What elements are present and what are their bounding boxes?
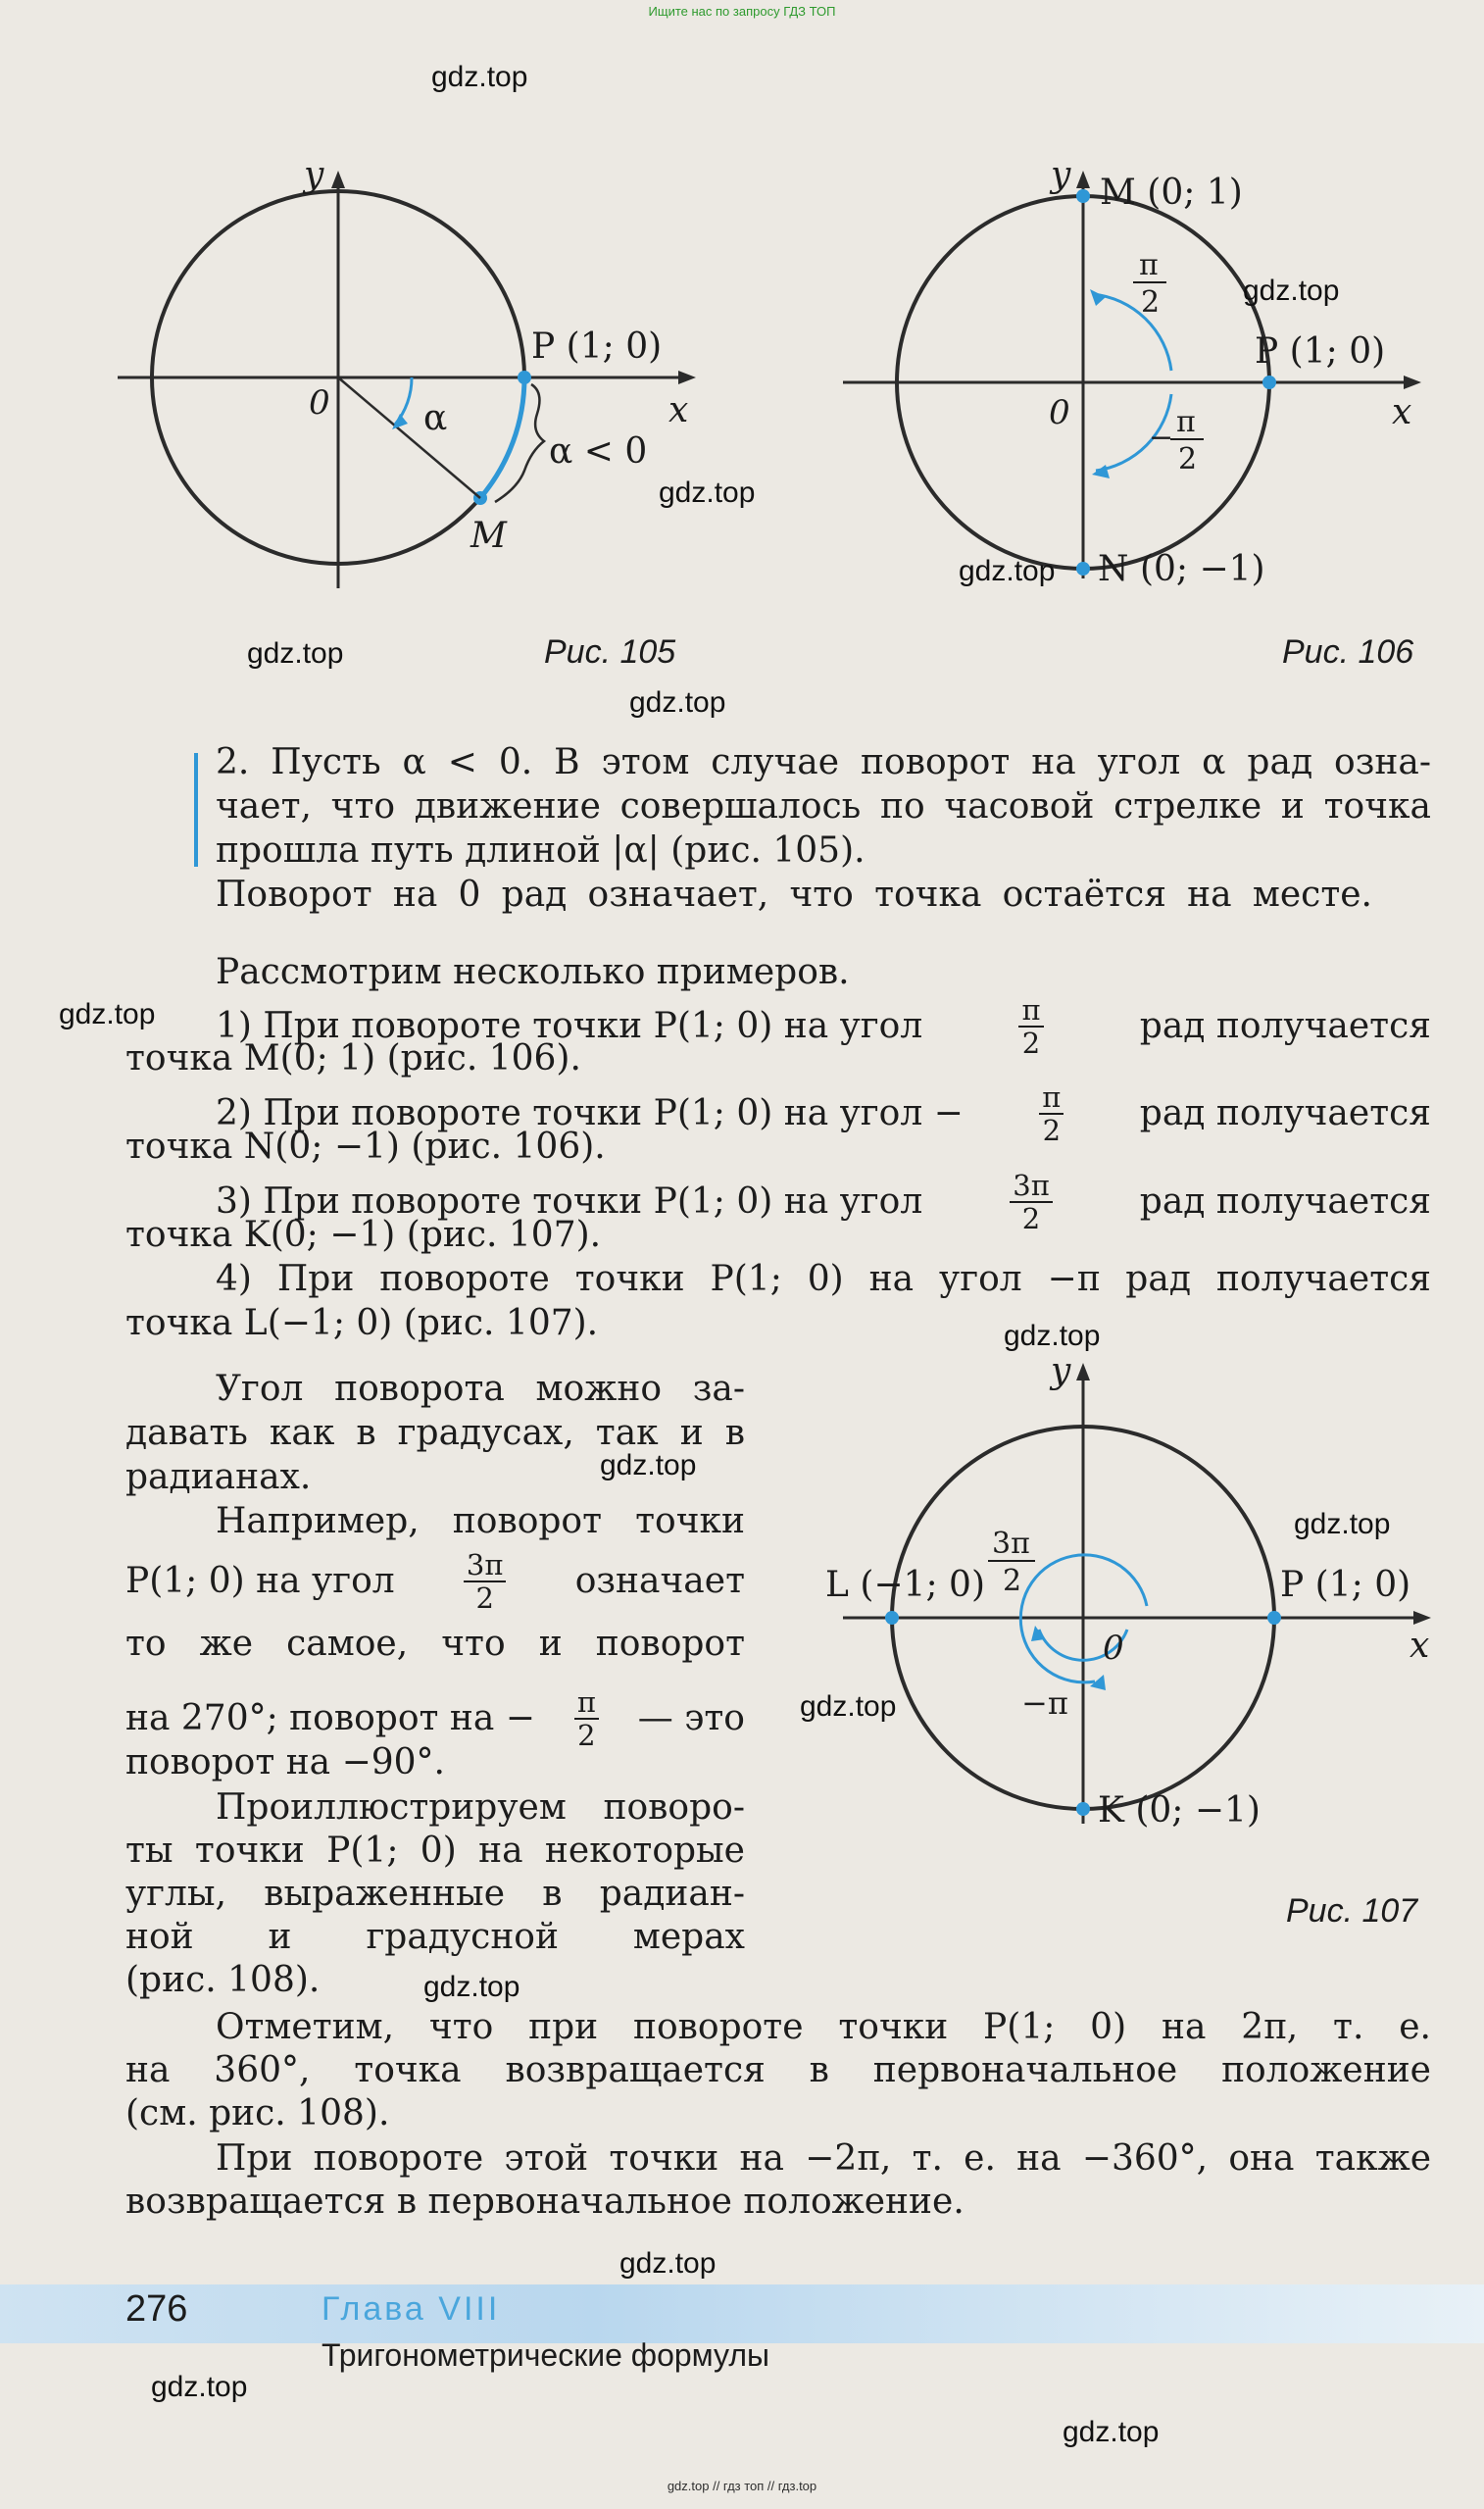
fig106-caption: Рис. 106 (1282, 633, 1414, 671)
degrees-line1: Угол поворота можно за- (216, 1369, 745, 1409)
example1-frac (1018, 994, 1043, 1059)
watermark: gdz.top (247, 637, 344, 670)
chapter-title: Глава VIII (322, 2290, 501, 2328)
ill-line4: ной и градусной мерах (125, 1917, 745, 1957)
fig106-pi-den: 2 (1141, 285, 1161, 320)
fig106-n-label: N (0; −1) (1098, 549, 1265, 589)
frac-num: π (1018, 994, 1043, 1028)
example2-result: точка N(0; −1) (рис. 106). (125, 1127, 606, 1167)
fig107-point-p (1267, 1611, 1281, 1625)
fig107-point-l (885, 1611, 899, 1625)
example3-tail: рад получается (1139, 1181, 1431, 1222)
fig105-brace (495, 384, 544, 502)
top-note: Ищите нас по запросу ГДЗ ТОП (648, 4, 836, 19)
watermark: gdz.top (1294, 1508, 1391, 1540)
frac-den: 2 (577, 1719, 596, 1752)
watermark: gdz.top (959, 555, 1056, 587)
example4-result: точка L(−1; 0) (рис. 107). (125, 1303, 599, 1343)
fig105-origin-label: 0 (309, 383, 330, 423)
fig107-l-label: L (−1; 0) (825, 1565, 985, 1605)
example1-result: точка M(0; 1) (рис. 106). (125, 1038, 581, 1079)
fig106-point-n (1076, 562, 1090, 576)
fig106-point-m (1076, 189, 1090, 203)
case2-line2: чает, что движение совершалось по часовой стрелке и точка (216, 786, 1431, 827)
watermark: gdz.top (423, 1971, 520, 2003)
note-line2: на 360°, точка возвращается в первоначальное положение (125, 2050, 1431, 2090)
fig105-arc-negative (480, 377, 524, 498)
fig106-negpi-num: π (1176, 405, 1196, 439)
watermark: gdz.top (151, 2371, 248, 2403)
fig106-origin-label: 0 (1049, 393, 1070, 432)
fig107-minus-pi: −π (1021, 1684, 1068, 1722)
eg-line2-text: P(1; 0) на угол (125, 1561, 395, 1601)
figure-106 (843, 157, 1470, 637)
degrees-line2: давать как в градусах, так и в (125, 1413, 745, 1453)
fig105-y-label: y (304, 157, 324, 195)
fig106-m-label: M (0; 1) (1100, 173, 1243, 213)
page-number: 276 (125, 2288, 188, 2330)
fig106-x-label: x (1392, 392, 1412, 432)
fig106-pi-num: π (1139, 248, 1159, 282)
eg-line3: то же самое, что и поворот (125, 1624, 745, 1664)
fig107-3pi-den: 2 (1003, 1564, 1022, 1598)
eg-line2-tail: означает (574, 1561, 745, 1601)
fig105-alpha-label: α (423, 398, 448, 438)
example2-text: 2) При повороте точки P(1; 0) на угол − (216, 1093, 964, 1133)
fig106-axes (843, 171, 1421, 578)
note-line3: (см. рис. 108). (125, 2093, 390, 2133)
fig105-caption: Рис. 105 (544, 633, 676, 671)
watermark: gdz.top (600, 1449, 697, 1481)
fig106-neg-sign: − (1149, 421, 1174, 455)
eg-frac-pi (574, 1686, 599, 1751)
example1-tail: рад получается (1139, 1006, 1431, 1046)
examples-intro: Рассмотрим несколько примеров. (216, 952, 850, 992)
ill-line5: (рис. 108). (125, 1960, 321, 2000)
example4: 4) При повороте точки P(1; 0) на угол −π рад получается (216, 1259, 1431, 1299)
example3-frac (1010, 1170, 1053, 1234)
ill-line3: углы, выраженные в радиан- (125, 1874, 745, 1914)
example1-text: 1) При повороте точки P(1; 0) на угол (216, 1006, 923, 1046)
watermark: gdz.top (800, 1690, 897, 1723)
fig107-y-label: y (1051, 1353, 1071, 1391)
figure-107 (814, 1353, 1460, 1902)
fig107-point-k (1076, 1802, 1090, 1816)
footer-band (0, 2284, 1484, 2343)
frac-den: 2 (1021, 1202, 1041, 1235)
figure-105 (108, 157, 716, 667)
fig106-negpi-den: 2 (1178, 442, 1198, 477)
last-line2: возвращается в первоначальное положение. (125, 2182, 965, 2222)
example3-text: 3) При повороте точки P(1; 0) на угол (216, 1181, 923, 1222)
fig105-x-label: x (668, 390, 689, 430)
watermark: gdz.top (619, 2247, 717, 2280)
watermark: gdz.top (59, 998, 156, 1030)
case2-line3: прошла путь длиной |α| (рис. 105). (216, 830, 866, 871)
frac-den: 2 (1021, 1027, 1041, 1060)
fig107-origin-label: 0 (1103, 1629, 1124, 1668)
watermark: gdz.top (1063, 2416, 1160, 2448)
chapter-subtitle: Тригонометрические формулы (322, 2337, 769, 2373)
frac-den: 2 (1042, 1114, 1062, 1147)
frac-num: π (1039, 1081, 1064, 1115)
watermark: gdz.top (1243, 275, 1340, 307)
eg-line1: Например, поворот точки (216, 1501, 745, 1541)
example3-result: точка K(0; −1) (рис. 107). (125, 1215, 602, 1255)
fig106-p-label: P (1; 0) (1255, 331, 1386, 372)
frac-den: 2 (475, 1581, 494, 1615)
frac-num: π (574, 1686, 599, 1720)
fig107-x-label: x (1410, 1626, 1430, 1666)
degrees-line3: радианах. (125, 1457, 312, 1497)
fig105-m-label: M (470, 516, 507, 556)
frac-num: 3π (1010, 1170, 1053, 1203)
last-line1: При повороте этой точки на −2π, т. е. на −360°, она также (216, 2138, 1431, 2179)
frac-num: 3π (464, 1549, 507, 1582)
accent-bar (194, 753, 198, 867)
fig105-axes (118, 171, 696, 588)
note-line1: Отметим, что при повороте точки P(1; 0) на 2π, т. е. (216, 2007, 1431, 2047)
bottom-note: gdz.top // гдз топ // гдз.top (667, 2479, 817, 2493)
fig106-point-p (1262, 376, 1276, 389)
fig107-caption: Рис. 107 (1286, 1892, 1418, 1930)
fig106-y-label: y (1051, 157, 1071, 195)
example2-tail: рад получается (1139, 1093, 1431, 1133)
fig105-angle-arc (395, 377, 412, 425)
ill-line2: ты точки P(1; 0) на некоторые (125, 1831, 745, 1871)
fig105-point-p (518, 371, 531, 384)
fig107-3pi-num: 3π (992, 1527, 1030, 1561)
fig105-p-label: P (1; 0) (531, 326, 663, 367)
watermark: gdz.top (629, 686, 726, 719)
watermark: gdz.top (1004, 1320, 1101, 1352)
fig105-alpha-neg-label: α < 0 (549, 431, 648, 472)
fig107-k-label: K (0; −1) (1098, 1790, 1261, 1831)
eg-line4-tail: — это (637, 1698, 745, 1738)
eg-frac-3pi (464, 1549, 507, 1614)
eg-line4-text: на 270°; поворот на − (125, 1698, 535, 1738)
fig107-p-label: P (1; 0) (1280, 1565, 1411, 1605)
eg-line2 (125, 1549, 745, 1614)
example2-frac (1039, 1081, 1064, 1146)
eg-line5: поворот на −90°. (125, 1742, 446, 1782)
ill-line1: Проиллюстрируем поворо- (216, 1787, 745, 1828)
watermark: gdz.top (659, 477, 756, 509)
zero-rotation: Поворот на 0 рад означает, что точка остаётся на месте. (216, 875, 1372, 915)
case2-line1: 2. Пусть α < 0. В этом случае поворот на угол α рад озна- (216, 742, 1431, 782)
watermark: gdz.top (431, 61, 528, 93)
